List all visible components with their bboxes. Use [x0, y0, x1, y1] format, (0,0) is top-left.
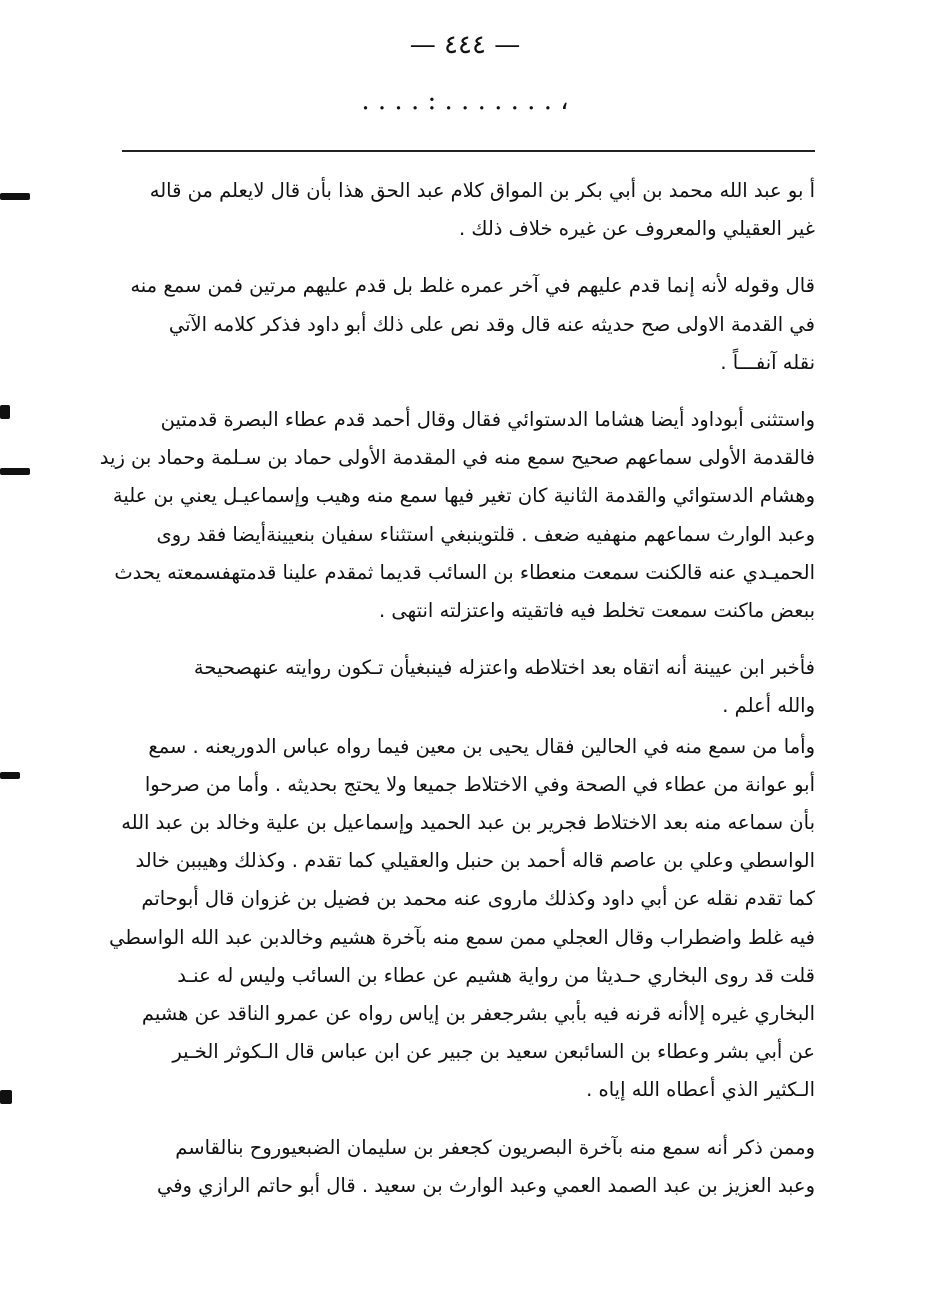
text-line: وأما من سمع منه في الحالين فقال يحيى بن معين فيما رواه عباس الدوريعنه . سمع: [148, 734, 815, 758]
text-line: قال وقوله لأنه إنما قدم عليهم في آخر عمره غلط بل قدم عليهم مرتين فمن سمع منه: [130, 274, 815, 298]
margin-scan-mark: [0, 772, 20, 779]
text-line: فأخبر ابن عيينة أنه اتقاه بعد اختلاطه واعتزله فينبغيأن تـكون روايته عنهصحيحة: [193, 656, 815, 680]
text-line: فيه غلط واضطراب وقال العجلي ممن سمع منه بآخرة هشيم وخالدبن عبد الله الواسطي: [109, 925, 815, 949]
header-dots: . . . . : . . . . . . . ،: [361, 86, 569, 116]
text-line: الواسطي وعلي بن عاصم قاله أحمد بن حنبل والعقيلي كما تقدم . وكذلك وهيببن خالد: [135, 849, 815, 873]
page-number: — ٤٤٤ —: [409, 30, 521, 60]
text-line: والله أعلم .: [722, 694, 815, 718]
text-line: غير العقيلي والمعروف عن غيره خلاف ذلك .: [459, 217, 815, 241]
text-line: الـكثير الذي أعطاه الله إياه .: [586, 1078, 815, 1102]
margin-scan-mark: [0, 1090, 12, 1104]
paragraph: [125, 649, 815, 725]
text-line: أبو عوانة من عطاء في الصحة وفي الاختلاط جميعا ولا يحتج بحديثه . وأما من صرحوا: [144, 772, 815, 796]
text-line: أ بو عبد الله محمد بن أبي بكر بن المواق كلام عبد الحق هذا بأن قال لايعلم من قاله: [149, 179, 815, 202]
text-line: وممن ذكر أنه سمع منه بآخرة البصريون كجعفر بن سليمان الضبعيوروح بنالقاسم: [175, 1135, 815, 1159]
text-line: عن أبي بشر وعطاء بن السائبعن سعيد بن جبير عن ابن عباس قال الـكوثر الخـير: [172, 1040, 815, 1064]
page-body: [99, 172, 815, 1224]
paragraph: [125, 172, 815, 248]
paragraph: [99, 401, 815, 630]
margin-scan-mark: [0, 405, 10, 419]
margin-scan-mark: [0, 468, 30, 475]
text-line: ببعض ماكنت سمعت تخلط فيه فاتقيته واعتزلته انتهى .: [378, 599, 815, 623]
text-line: واستثنى أبوداود أيضا هشاما الدستوائي فقال وقال أحمد قدم عطاء البصرة قدمتين: [160, 408, 815, 432]
text-line: قلت قد روى البخاري حـديثا من رواية هشيم عن عطاء بن السائب وليس له عنـد: [177, 963, 815, 987]
paragraph: [125, 1129, 815, 1205]
margin-scan-mark: [0, 193, 30, 200]
text-line: كما تقدم نقله عن أبي داود وكذلك ماروى عنه محمد بن فضيل بن غزوان قال أبوحاتم: [141, 887, 815, 911]
text-line: البخاري غيره إلاأنه قرنه فيه بأبي بشرجعفر بن إياس رواه عن عمرو الناقد عن هشيم: [141, 1002, 815, 1026]
paragraph: [125, 267, 815, 382]
text-line: في القدمة الاولى صح حديثه عنه قال وقد نص على ذلك أبو داود فذكر كلامه الآتي: [168, 312, 815, 336]
text-line: وعبد العزيز بن عبد الصمد العمي وعبد الوارث بن سعيد . قال أبو حاتم الرازي وفي: [156, 1173, 815, 1197]
text-line: الحميـدي عنه قالكنت سمعت منعطاء بن السائب قديما ثمقدم علينا قدمتهفسمعته يحدث: [114, 560, 815, 584]
text-line: فالقدمة الأولى سماعهم صحيح سمع منه في المقدمة الأولى حماد بن سـلمة وحماد بن زيد: [99, 446, 815, 470]
text-line: وعبد الوارث سماعهم منهفيه ضعف . قلتوينبغي استثناء سفيان بنعيينةأيضا فقد روى: [156, 522, 815, 546]
text-line: بأن سماعه منه بعد الاختلاط فجرير بن عبد الحميد وإسماعيل بن علية وخالد بن عبد الله: [121, 811, 815, 835]
paragraph: [109, 728, 815, 1110]
text-line: نقله آنفـــاً .: [720, 350, 815, 374]
text-line: وهشام الدستوائي والقدمة الثانية كان تغير فيها سمع منه وهيب وإسماعيـل يعني بن علية: [112, 484, 815, 508]
header-rule: [122, 150, 815, 152]
